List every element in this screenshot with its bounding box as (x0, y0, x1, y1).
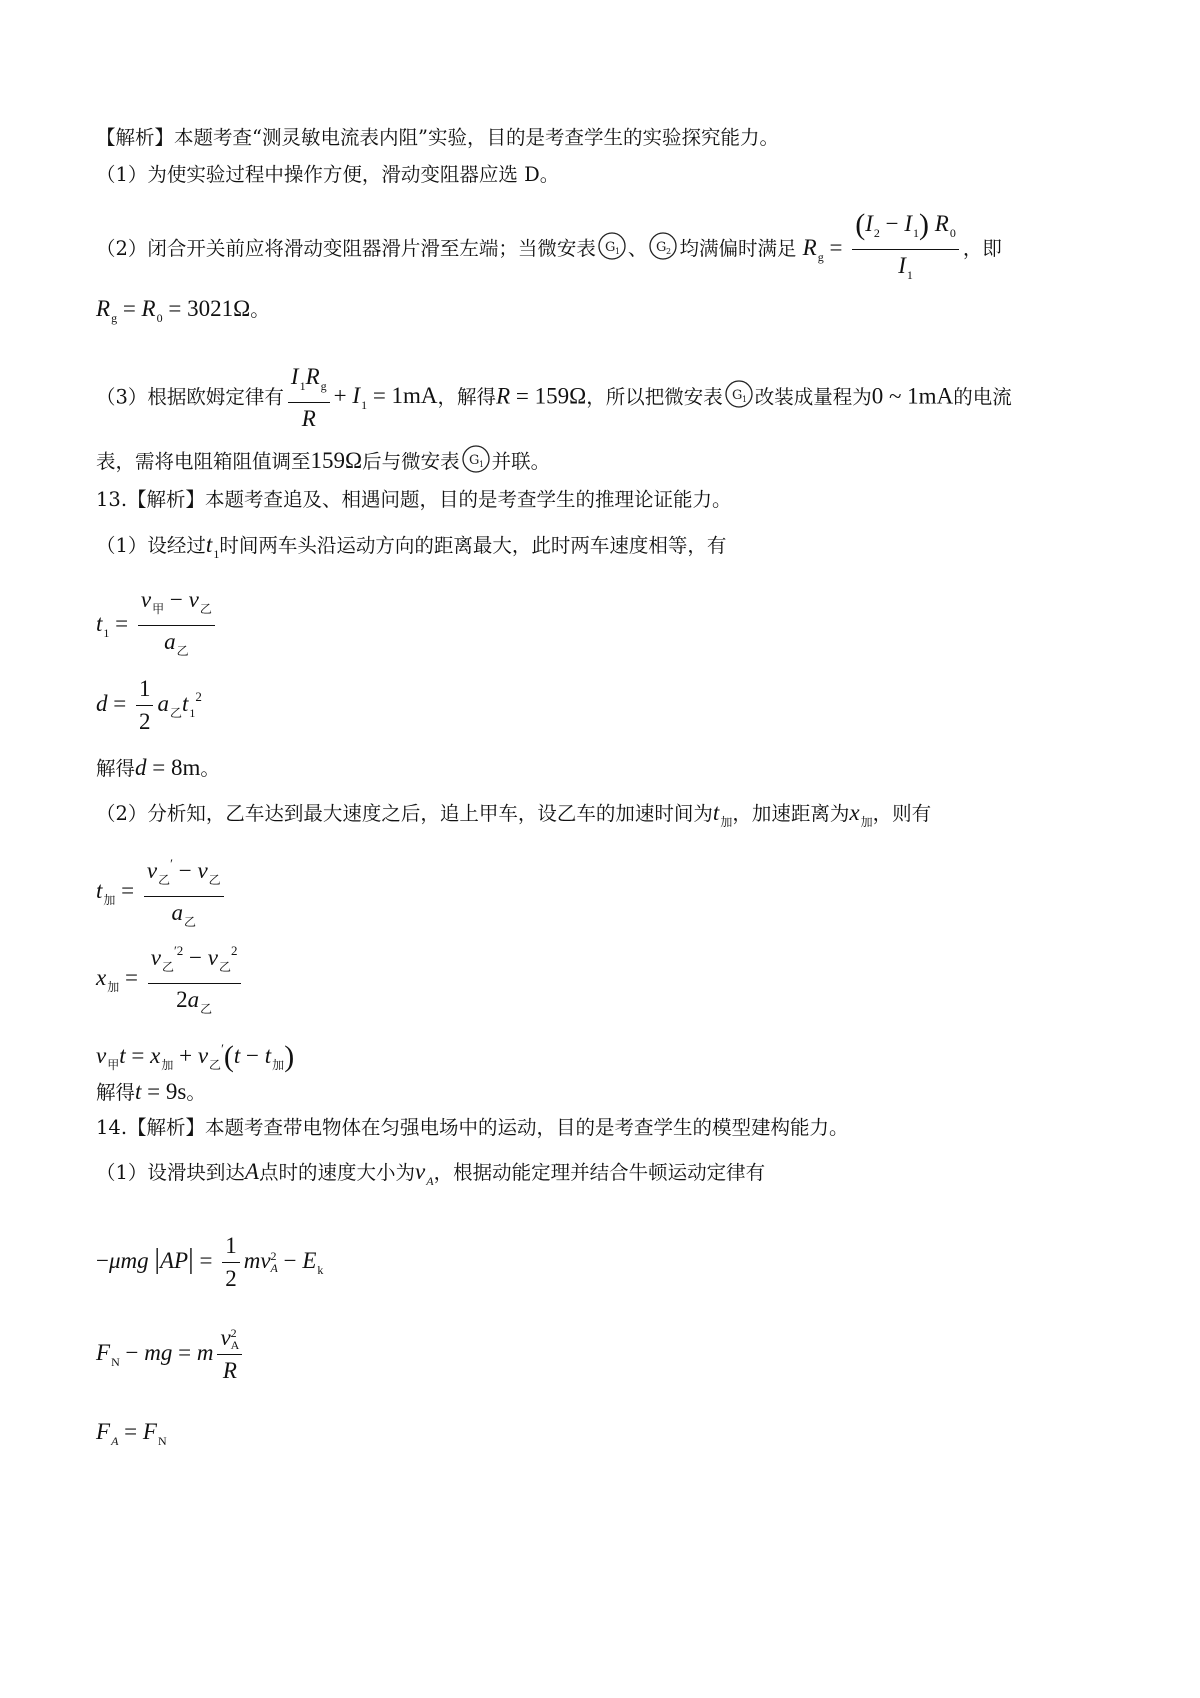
solution-t: 解得t = 9s。 (96, 1079, 206, 1104)
text: 解得 (96, 1081, 136, 1104)
text: 均满偏时满足 (679, 236, 797, 260)
svg-text:1: 1 (741, 395, 747, 405)
text: 的电流 (953, 385, 1012, 409)
text: 0 ~ 1mA (871, 383, 954, 409)
text: 加 (103, 893, 116, 908)
text: = 159Ω (515, 383, 587, 409)
text: ，即 (962, 236, 1002, 260)
text: 2 (176, 987, 188, 1012)
text: 表，需将电阻箱阻值调至 (96, 450, 311, 473)
text: 加 (272, 1058, 285, 1072)
svg-text:G: G (731, 388, 743, 404)
p1-text: （1）为使实验过程中操作方便，滑动变阻器应选 D。 (96, 163, 560, 186)
svg-text:G: G (468, 453, 480, 468)
text: 乙 (184, 915, 197, 929)
equation-t-add: $t_加$ = $\frac{v_乙' - v_乙}{a_乙}$ (96, 850, 228, 936)
text: 解得 (96, 757, 136, 780)
text: 乙 (200, 1002, 213, 1016)
paragraph-12-2 (96, 210, 1002, 289)
text: 乙 (209, 1058, 222, 1072)
paragraph-13-1: （1）设经过$t_1$时间两车头沿运动方向的距离最大，此时两车速度相等，有 (96, 532, 727, 561)
equation-x-add: $x_加$ = $\frac{v_乙^{'2} - v_乙^2}{2a_乙}$ (96, 937, 245, 1023)
text: 1 (136, 675, 154, 706)
text: （2）闭合开关前应将滑动变阻器滑片滑至左端；当微安表 (96, 236, 596, 260)
formula-ohm: $\frac{I_1R_g}{R}$ + $I_1 = 1mA$ (284, 383, 438, 408)
text: 、 (627, 236, 648, 260)
text: 乙 (158, 873, 171, 887)
text: 乙 (161, 960, 174, 974)
g1-meter-icon (461, 444, 491, 474)
text: = 9s (147, 1079, 187, 1104)
text: 时间两车头沿运动方向的距离最大，此时两车速度相等，有 (219, 534, 727, 557)
rg-value: = 3021Ω (168, 296, 251, 321)
formula-rg-ratio: $R_g$ = $\frac{(I_2 - I_1) R_0}{I_1}$ (803, 235, 963, 260)
equation-normal-force: $F_N$ − mg = m v 2 A R (96, 1324, 246, 1385)
text: 加 (720, 815, 733, 829)
text: （3）根据欧姆定律有 (96, 385, 284, 409)
text: ，则有 (872, 802, 932, 825)
paragraph-12-1 (96, 161, 559, 189)
text: 乙 (199, 602, 212, 616)
text: 。 (186, 1081, 206, 1104)
text: 加 (107, 980, 120, 995)
text: ，根据动能定理并结合牛顿运动定律有 (433, 1161, 766, 1184)
text: = 8m (152, 755, 201, 780)
text: 乙 (208, 873, 221, 887)
text: = 1mA (372, 383, 438, 409)
solution-d: 解得d = 8m。 (96, 755, 220, 780)
equation-meet: $v_甲t = x_加 + v_乙'(t - t_加)$ (96, 1040, 295, 1073)
text: 后与微安表 (362, 450, 460, 473)
text: 并联。 (491, 450, 551, 473)
svg-text:1: 1 (614, 246, 621, 256)
paragraph-12-3: （3）根据欧姆定律有 $\frac{I_1R_g}{R}$ + $I_1 = 1mA$，解得R = 159Ω，所以把微安表 G 1 改装成量程为0 ~ 1mA的电流 (96, 364, 1012, 431)
paragraph-13-2: （2）分析知，乙车达到最大速度之后，追上甲车，设乙车的加速时间为$t_加$，加速距离为$x_加$，则有 (96, 800, 932, 829)
equation-t1: $t_1$ = $\frac{v_甲 - v_乙}{a_乙}$ (96, 586, 219, 665)
analysis-intro-14 (96, 1114, 849, 1142)
intro-text: 【解析】本题考查“测灵敏电流表内阻”实验，目的是考查学生的实验探究能力。 (96, 126, 779, 149)
text: 乙 (176, 644, 189, 658)
equation-energy: −μmg |AP| = $\frac{1}{2}$ mv 2 A − $E_k$ (96, 1233, 324, 1291)
text: 甲 (152, 602, 165, 616)
text: 改装成量程为 (754, 385, 872, 409)
g2-meter-icon (648, 231, 678, 261)
equation-d: d = $\frac{1}{2}$ $a_乙t_1^2$ (96, 676, 202, 734)
analysis-intro-13 (96, 486, 732, 514)
text: （2）分析知，乙车达到最大速度之后，追上甲车，设乙车的加速时间为 (96, 802, 713, 825)
paragraph-12-4 (96, 444, 550, 476)
text: 加 (161, 1058, 174, 1072)
g1-meter-icon (724, 379, 754, 409)
text: （1）设经过 (96, 534, 206, 557)
text: 点时的速度大小为 (258, 1161, 415, 1184)
text: 乙 (219, 960, 232, 974)
analysis-intro-12 (96, 124, 779, 152)
text: 2 (138, 709, 151, 734)
svg-text:2: 2 (666, 246, 672, 256)
svg-text:G: G (656, 239, 667, 255)
text: 乙 (169, 705, 182, 720)
text: 加 (860, 815, 873, 829)
text: ，加速距离为 (732, 802, 850, 825)
text: ，解得 (437, 385, 497, 409)
text: ，所以把微安表 (586, 385, 723, 409)
text: （1）设滑块到达 (96, 1161, 245, 1184)
text: 14.【解析】本题考查带电物体在匀强电场中的运动，目的是考查学生的模型建构能力。 (96, 1116, 849, 1139)
paragraph-14-1: （1）设滑块到达A点时的速度大小为$v_A$，根据动能定理并结合牛顿运动定律有 (96, 1159, 766, 1188)
equation-fa: $F_A = F_N$ (96, 1419, 167, 1448)
text: 甲 (107, 1058, 120, 1072)
text: 159Ω (310, 448, 363, 473)
text: 2 (225, 1266, 237, 1291)
text: 。 (250, 298, 270, 321)
text: 。 (200, 757, 220, 780)
svg-text:1: 1 (478, 460, 484, 469)
g1-meter-icon (597, 231, 627, 261)
paragraph-12-2-result: $R_g = R_0 = 3021\Omega$。 (96, 296, 270, 325)
text: 1 (222, 1232, 240, 1263)
svg-text:G: G (604, 239, 616, 255)
text: 13.【解析】本题考查追及、相遇问题，目的是考查学生的推理论证能力。 (96, 488, 732, 511)
